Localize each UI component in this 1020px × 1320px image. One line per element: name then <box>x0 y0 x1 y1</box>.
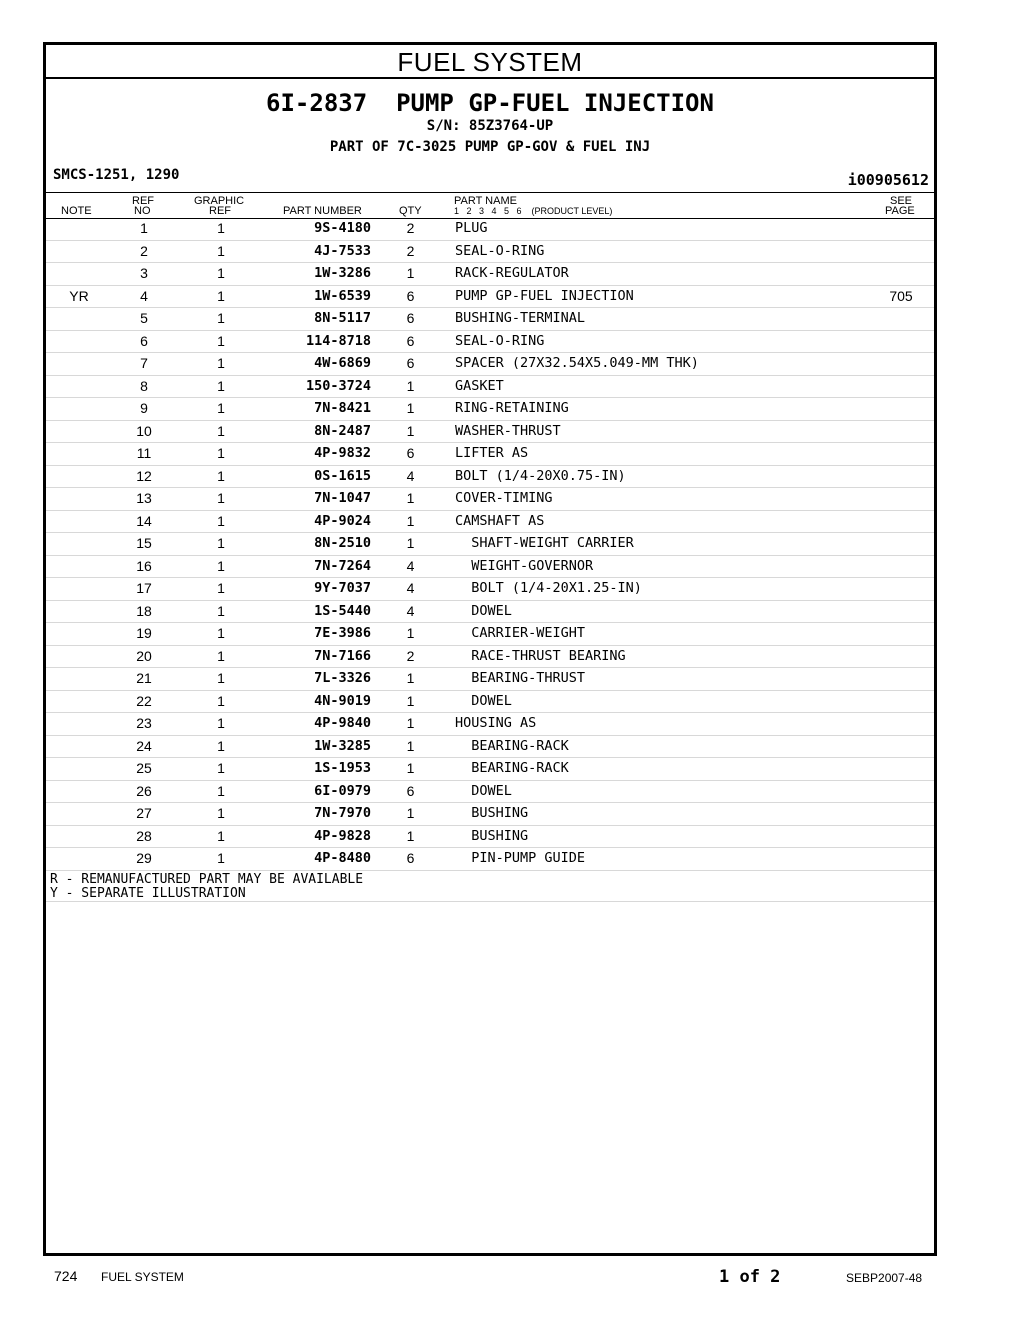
header-qty: QTY <box>399 205 422 217</box>
qty-cell: 4 <box>406 602 415 619</box>
part-of-line: PART OF 7C-3025 PUMP GP-GOV & FUEL INJ <box>329 139 651 155</box>
table-row <box>46 826 934 849</box>
header-part-name: PART NAME <box>454 195 517 207</box>
table-row <box>46 556 934 579</box>
part-name-cell: DOWEL <box>455 782 512 799</box>
part-name-cell: SEAL-O-RING <box>455 332 545 349</box>
qty-cell: 6 <box>406 332 415 349</box>
ref-no-cell: 22 <box>136 692 152 709</box>
graphic-ref-cell: 1 <box>217 512 225 529</box>
table-row <box>46 511 934 534</box>
part-name-cell: DOWEL <box>455 602 512 619</box>
part-number-cell: 4P-9024 <box>314 512 371 529</box>
ref-no-cell: 14 <box>136 512 152 529</box>
qty-cell: 1 <box>406 535 415 551</box>
part-name-cell: SEAL-O-RING <box>455 242 545 259</box>
table-row <box>46 668 934 691</box>
part-name-cell: BOLT (1/4-20X0.75-IN) <box>455 467 626 484</box>
section-title: FUEL SYSTEM <box>46 45 934 79</box>
part-number-cell: 1W-3286 <box>314 265 371 281</box>
part-name-cell: BUSHING <box>455 827 529 844</box>
header-note: NOTE <box>61 205 92 217</box>
ref-no-cell: 13 <box>136 490 152 506</box>
ref-no-cell: 29 <box>136 850 152 866</box>
ref-no-cell: 5 <box>140 310 148 326</box>
graphic-ref-cell: 1 <box>217 377 225 394</box>
page-footer <box>0 1262 1020 1292</box>
part-number-cell: 4W-6869 <box>314 355 371 371</box>
table-row <box>46 601 934 624</box>
table-row <box>46 713 934 736</box>
graphic-ref-cell: 1 <box>217 287 225 304</box>
table-row <box>46 803 934 826</box>
table-row <box>46 331 934 354</box>
table-row <box>46 691 934 714</box>
graphic-ref-cell: 1 <box>217 400 225 416</box>
graphic-ref-cell: 1 <box>217 355 225 371</box>
part-number-cell: 1W-6539 <box>314 287 371 304</box>
graphic-ref-cell: 1 <box>217 535 225 551</box>
part-name-cell: PLUG <box>455 220 488 236</box>
part-number-cell: 7N-1047 <box>314 490 371 506</box>
qty-cell: 2 <box>406 242 415 259</box>
graphic-ref-cell: 1 <box>217 805 225 821</box>
group-title: 6I-2837 PUMP GP-FUEL INJECTION <box>266 89 714 117</box>
ref-no-cell: 27 <box>136 805 152 821</box>
qty-cell: 1 <box>406 737 415 754</box>
part-name-cell: BUSHING-TERMINAL <box>455 310 586 326</box>
parts-page-frame <box>43 42 937 1256</box>
qty-cell: 6 <box>406 445 415 461</box>
graphic-ref-cell: 1 <box>217 715 225 731</box>
part-name-cell: BEARING-RACK <box>455 737 569 754</box>
graphic-ref-cell: 1 <box>217 332 225 349</box>
part-name-cell: RACK-REGULATOR <box>455 265 569 281</box>
ref-no-cell: 23 <box>136 715 152 731</box>
table-row <box>46 623 934 646</box>
graphic-ref-cell: 1 <box>217 647 225 664</box>
qty-cell: 1 <box>406 692 415 709</box>
part-name-cell: GASKET <box>455 377 504 394</box>
part-number-cell: 1S-5440 <box>314 602 371 619</box>
qty-cell: 1 <box>406 512 415 529</box>
qty-cell: 1 <box>406 265 415 281</box>
table-row <box>46 533 934 556</box>
part-name-cell: BUSHING <box>455 805 529 821</box>
part-number-cell: 4J-7533 <box>314 242 371 259</box>
graphic-ref-cell: 1 <box>217 782 225 799</box>
part-number-cell: 0S-1615 <box>314 467 371 484</box>
table-row <box>46 781 934 804</box>
graphic-ref-cell: 1 <box>217 692 225 709</box>
qty-cell: 1 <box>406 760 415 776</box>
qty-cell: 2 <box>406 647 415 664</box>
graphic-ref-cell: 1 <box>217 625 225 641</box>
qty-cell: 1 <box>406 827 415 844</box>
graphic-ref-cell: 1 <box>217 602 225 619</box>
graphic-ref-cell: 1 <box>217 310 225 326</box>
qty-cell: 1 <box>406 715 415 731</box>
ref-no-cell: 4 <box>140 287 148 304</box>
table-row <box>46 443 934 466</box>
part-number-cell: 4P-8480 <box>314 850 371 866</box>
table-row <box>46 308 934 331</box>
footer-section: FUEL SYSTEM <box>101 1270 184 1284</box>
ref-no-cell: 16 <box>136 557 152 574</box>
part-number-cell: 7E-3986 <box>314 625 371 641</box>
header-part-number: PART NUMBER <box>283 205 362 217</box>
ref-no-cell: 9 <box>140 400 148 416</box>
table-row <box>46 421 934 444</box>
part-number-cell: 7N-7166 <box>314 647 371 664</box>
parts-table-body <box>46 218 934 902</box>
part-number-cell: 1W-3285 <box>314 737 371 754</box>
table-row <box>46 646 934 669</box>
table-row <box>46 758 934 781</box>
graphic-ref-cell: 1 <box>217 670 225 686</box>
ref-no-cell: 2 <box>140 242 148 259</box>
part-number-cell: 9S-4180 <box>314 220 371 236</box>
graphic-ref-cell: 1 <box>217 580 225 596</box>
part-number-cell: 150-3724 <box>305 377 371 394</box>
part-number-cell: 7N-7970 <box>314 805 371 821</box>
part-number-cell: 4N-9019 <box>314 692 371 709</box>
qty-cell: 6 <box>406 782 415 799</box>
document-id: SEBP2007-48 <box>846 1271 923 1285</box>
header-ref: REF <box>132 195 154 207</box>
graphic-ref-cell: 1 <box>217 265 225 281</box>
part-name-cell: HOUSING AS <box>455 715 537 731</box>
qty-cell: 6 <box>406 355 415 371</box>
table-row <box>46 736 934 759</box>
part-number-cell: 7N-8421 <box>314 400 371 416</box>
ref-no-cell: 15 <box>136 535 152 551</box>
ref-no-cell: 10 <box>136 422 152 439</box>
legend-note: R - REMANUFACTURED PART MAY BE AVAILABLE <box>50 871 364 887</box>
part-name-cell: WEIGHT-GOVERNOR <box>455 557 594 574</box>
ref-no-cell: 24 <box>136 737 152 754</box>
ref-no-cell: 18 <box>136 602 152 619</box>
qty-cell: 4 <box>406 557 415 574</box>
qty-cell: 1 <box>406 670 415 686</box>
table-row <box>46 353 934 376</box>
part-name-cell: SHAFT-WEIGHT CARRIER <box>455 535 634 551</box>
part-name-cell: CARRIER-WEIGHT <box>455 625 586 641</box>
part-number-cell: 7L-3326 <box>314 670 371 686</box>
legend-note: Y - SEPARATE ILLUSTRATION <box>50 885 246 901</box>
qty-cell: 4 <box>406 467 415 484</box>
part-number-cell: 4P-9828 <box>314 827 371 844</box>
part-number-cell: 7N-7264 <box>314 557 371 574</box>
ref-no-cell: 21 <box>136 670 152 686</box>
part-number-cell: 6I-0979 <box>314 782 371 799</box>
part-name-cell: DOWEL <box>455 692 512 709</box>
table-row <box>46 241 934 264</box>
qty-cell: 1 <box>406 377 415 394</box>
part-number-cell: 4P-9840 <box>314 715 371 731</box>
table-header <box>46 192 934 219</box>
ref-no-cell: 26 <box>136 782 152 799</box>
qty-cell: 2 <box>406 220 415 236</box>
header-no: NO <box>134 205 151 217</box>
table-row <box>46 286 934 309</box>
ref-no-cell: 11 <box>136 445 152 461</box>
part-name-cell: RING-RETAINING <box>455 400 569 416</box>
header-graphic: GRAPHIC <box>194 195 245 207</box>
illustration-id: i00905612 <box>847 171 929 189</box>
part-number-cell: 9Y-7037 <box>314 580 371 596</box>
part-name-cell: BOLT (1/4-20X1.25-IN) <box>455 580 642 596</box>
graphic-ref-cell: 1 <box>217 490 225 506</box>
header-page: PAGE <box>885 205 915 217</box>
ref-no-cell: 19 <box>136 625 152 641</box>
header-product-level: 1 2 3 4 5 6 (PRODUCT LEVEL) <box>454 206 613 216</box>
qty-cell: 6 <box>406 310 415 326</box>
table-row <box>46 398 934 421</box>
graphic-ref-cell: 1 <box>217 850 225 866</box>
ref-no-cell: 7 <box>140 355 148 371</box>
part-name-cell: BEARING-THRUST <box>455 670 586 686</box>
page-of: 1 of 2 <box>719 1267 781 1287</box>
part-number-cell: 8N-2510 <box>314 535 371 551</box>
note-cell: YR <box>69 287 89 304</box>
graphic-ref-cell: 1 <box>217 827 225 844</box>
table-row <box>46 848 934 871</box>
smcs-code: SMCS-1251, 1290 <box>53 167 180 183</box>
qty-cell: 1 <box>406 625 415 641</box>
part-name-cell: PUMP GP-FUEL INJECTION <box>455 287 634 304</box>
part-number-cell: 114-8718 <box>305 332 371 349</box>
part-number-cell: 8N-5117 <box>314 310 371 326</box>
ref-no-cell: 17 <box>136 580 152 596</box>
graphic-ref-cell: 1 <box>217 220 225 236</box>
ref-no-cell: 6 <box>140 332 148 349</box>
see-page-cell: 705 <box>889 287 913 304</box>
ref-no-cell: 8 <box>140 377 148 394</box>
ref-no-cell: 3 <box>140 265 148 281</box>
graphic-ref-cell: 1 <box>217 422 225 439</box>
graphic-ref-cell: 1 <box>217 445 225 461</box>
graphic-ref-cell: 1 <box>217 557 225 574</box>
table-row <box>46 263 934 286</box>
header-graphic-ref: REF <box>209 205 231 217</box>
table-row <box>46 376 934 399</box>
part-name-cell: PIN-PUMP GUIDE <box>455 850 586 866</box>
qty-cell: 1 <box>406 400 415 416</box>
qty-cell: 1 <box>406 490 415 506</box>
part-number-cell: 4P-9832 <box>314 445 371 461</box>
serial-number: S/N: 85Z3764-UP <box>426 118 554 134</box>
part-number-cell: 8N-2487 <box>314 422 371 439</box>
ref-no-cell: 28 <box>136 827 152 844</box>
ref-no-cell: 12 <box>136 467 152 484</box>
part-name-cell: BEARING-RACK <box>455 760 569 776</box>
page-number: 724 <box>54 1268 78 1284</box>
table-row <box>46 218 934 241</box>
qty-cell: 6 <box>406 287 415 304</box>
ref-no-cell: 25 <box>136 760 152 776</box>
legend-notes <box>46 871 934 902</box>
qty-cell: 4 <box>406 580 415 596</box>
graphic-ref-cell: 1 <box>217 467 225 484</box>
graphic-ref-cell: 1 <box>217 242 225 259</box>
part-name-cell: COVER-TIMING <box>455 490 553 506</box>
part-name-cell: CAMSHAFT AS <box>455 512 545 529</box>
part-number-cell: 1S-1953 <box>314 760 371 776</box>
qty-cell: 1 <box>406 422 415 439</box>
header-see: SEE <box>890 195 913 207</box>
graphic-ref-cell: 1 <box>217 737 225 754</box>
part-name-cell: SPACER (27X32.54X5.049-MM THK) <box>455 355 699 371</box>
graphic-ref-cell: 1 <box>217 760 225 776</box>
table-row <box>46 466 934 489</box>
qty-cell: 6 <box>406 850 415 866</box>
qty-cell: 1 <box>406 805 415 821</box>
part-name-cell: WASHER-THRUST <box>455 422 561 439</box>
ref-no-cell: 1 <box>140 220 148 236</box>
table-row <box>46 488 934 511</box>
part-name-cell: LIFTER AS <box>455 445 529 461</box>
table-row <box>46 578 934 601</box>
part-name-cell: RACE-THRUST BEARING <box>455 647 626 664</box>
ref-no-cell: 20 <box>136 647 152 664</box>
